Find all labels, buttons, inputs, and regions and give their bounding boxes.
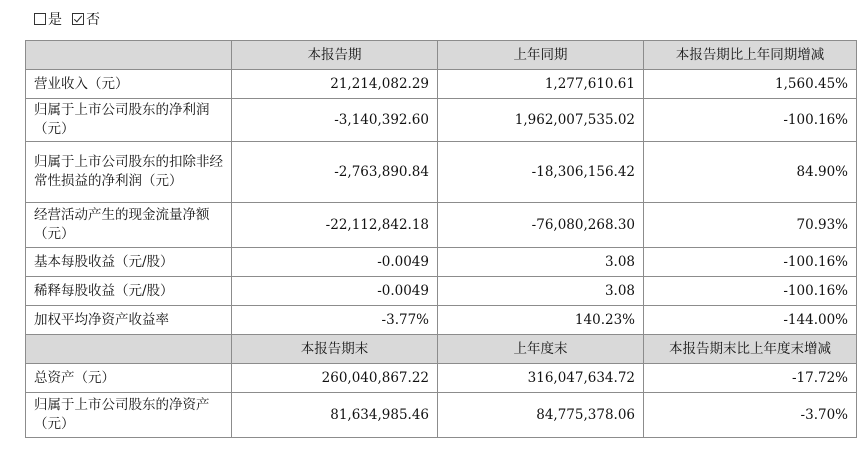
previous-value: 1,962,007,535.02: [438, 99, 644, 142]
row-label: 加权平均净资产收益率: [26, 306, 232, 335]
table-row: [26, 306, 857, 335]
change-value: 1,560.45%: [644, 70, 857, 99]
current-value: 81,634,985.46: [232, 393, 438, 438]
previous-value: 1,277,610.61: [438, 70, 644, 99]
row-label: 归属于上市公司股东的扣除非经常性损益的净利润（元）: [26, 142, 232, 203]
table-row: [26, 142, 857, 203]
previous-value: -76,080,268.30: [438, 203, 644, 248]
previous-value: 316,047,634.72: [438, 364, 644, 393]
change-value: -144.00%: [644, 306, 857, 335]
current-value: -2,763,890.84: [232, 142, 438, 203]
option-no-label: 否: [86, 12, 100, 28]
previous-value: 84,775,378.06: [438, 393, 644, 438]
row-label: 基本每股收益（元/股）: [26, 248, 232, 277]
current-value: -3.77%: [232, 306, 438, 335]
table-row: [26, 203, 857, 248]
row-label: 稀释每股收益（元/股）: [26, 277, 232, 306]
subheader-period-end-change: 本报告期末比上年度末增减: [644, 335, 857, 364]
current-value: -3,140,392.60: [232, 99, 438, 142]
previous-value: 3.08: [438, 248, 644, 277]
current-value: 21,214,082.29: [232, 70, 438, 99]
header-period-change: 本报告期比上年同期增减: [644, 41, 857, 70]
checkbox-checked-icon[interactable]: [72, 13, 84, 25]
row-label: 归属于上市公司股东的净资产（元）: [26, 393, 232, 438]
header-blank-cell: [26, 41, 232, 70]
subheader-blank-cell: [26, 335, 232, 364]
change-value: 84.90%: [644, 142, 857, 203]
subheader-previous-year-end: 上年度末: [438, 335, 644, 364]
table-row: [26, 248, 857, 277]
checkbox-unchecked-icon[interactable]: [34, 13, 46, 25]
change-value: 70.93%: [644, 203, 857, 248]
change-value: -17.72%: [644, 364, 857, 393]
header-previous-period: 上年同期: [438, 41, 644, 70]
table-row: [26, 277, 857, 306]
row-label: 营业收入（元）: [26, 70, 232, 99]
row-label: 经营活动产生的现金流量净额（元）: [26, 203, 232, 248]
table-header-row: [26, 41, 857, 70]
previous-value: -18,306,156.42: [438, 142, 644, 203]
previous-value: 140.23%: [438, 306, 644, 335]
previous-value: 3.08: [438, 277, 644, 306]
row-label: 归属于上市公司股东的净利润（元）: [26, 99, 232, 142]
current-value: -22,112,842.18: [232, 203, 438, 248]
change-value: -3.70%: [644, 393, 857, 438]
current-value: 260,040,867.22: [232, 364, 438, 393]
current-value: -0.0049: [232, 248, 438, 277]
table-row: [26, 364, 857, 393]
table-row: [26, 393, 857, 438]
option-no[interactable]: [72, 10, 100, 30]
option-yes[interactable]: [34, 10, 62, 30]
current-value: -0.0049: [232, 277, 438, 306]
table-subheader-row: [26, 335, 857, 364]
option-yes-label: 是: [48, 12, 62, 28]
change-value: -100.16%: [644, 277, 857, 306]
financial-data-table: [25, 40, 857, 438]
subheader-period-end: 本报告期末: [232, 335, 438, 364]
change-value: -100.16%: [644, 99, 857, 142]
table-row: [26, 70, 857, 99]
row-label: 总资产（元）: [26, 364, 232, 393]
header-current-period: 本报告期: [232, 41, 438, 70]
retroactive-adjustment-options: [34, 10, 110, 30]
change-value: -100.16%: [644, 248, 857, 277]
table-row: [26, 99, 857, 142]
